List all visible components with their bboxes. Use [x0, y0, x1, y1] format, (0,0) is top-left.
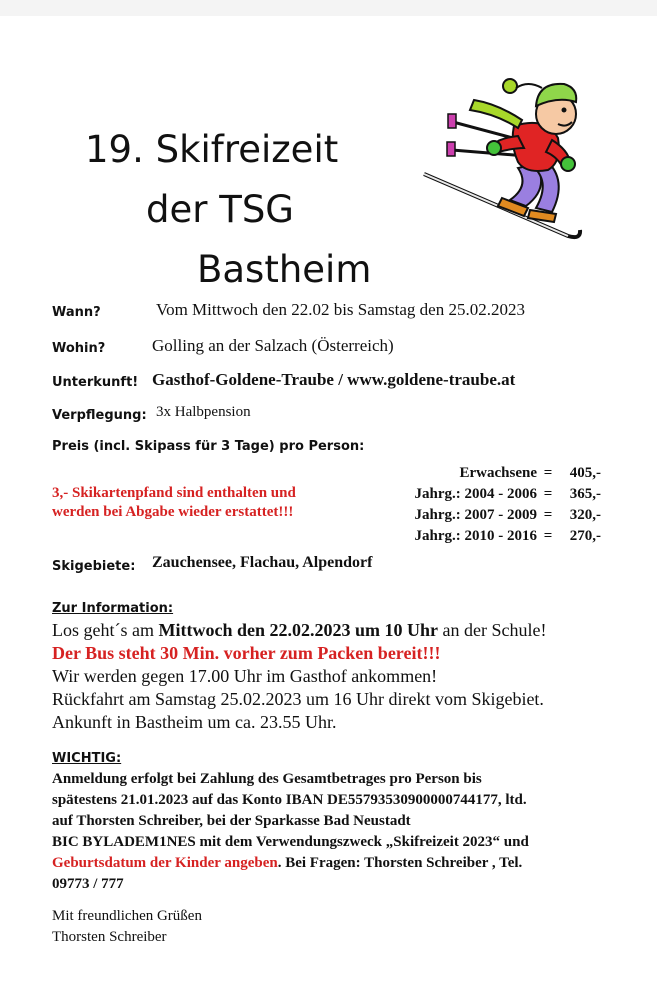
information-block: [52, 599, 546, 734]
title-line-1: 19. Skifreizeit: [85, 128, 339, 171]
price-row: [415, 526, 602, 547]
skigebiete-label: Skigebiete:: [52, 559, 136, 574]
wann-value: Vom Mittwoch den 22.02 bis Samstag den 25.02.2023: [156, 300, 525, 319]
wichtig-line: [52, 853, 612, 874]
price-category: Jahrg.: 2007 - 2009: [414, 507, 537, 523]
verpflegung-value: 3x Halbpension: [156, 404, 251, 420]
price-equals: =: [543, 507, 553, 523]
verpflegung-label: Verpflegung:: [52, 408, 147, 423]
closing-block: [52, 906, 202, 948]
wichtig-line: 09773 / 777: [52, 876, 124, 892]
price-row: [415, 484, 602, 505]
wohin-value: Golling an der Salzach (Österreich): [152, 336, 394, 355]
price-amount: 405,-: [569, 465, 601, 481]
information-line: Wir werden gegen 17.00 Uhr im Gasthof ankommen!: [52, 666, 438, 686]
wichtig-heading: WICHTIG:: [52, 751, 122, 766]
pfand-note-line: 3,- Skikartenpfand sind enthalten und: [52, 485, 296, 501]
departure-time: Mittwoch den 22.02.2023 um 10 Uhr: [158, 620, 438, 640]
flyer-page: [0, 16, 657, 989]
price-category: Jahrg.: 2004 - 2006: [414, 486, 537, 502]
information-text: Los geht´s am: [52, 620, 159, 640]
information-heading: Zur Information:: [52, 601, 174, 616]
price-category: Jahrg.: 2010 - 2016: [414, 528, 537, 544]
wann-label: Wann?: [52, 305, 101, 320]
title-line-3: Bastheim: [197, 248, 372, 291]
information-line: Rückfahrt am Samstag 25.02.2023 um 16 Uhr direkt vom Skigebiet.: [52, 689, 544, 709]
information-line: [52, 619, 546, 642]
wichtig-line: BIC BYLADEM1NES mit dem Verwendungszweck „Skifreizeit 2023“ und: [52, 834, 529, 850]
title-line-2: der TSG: [146, 188, 294, 231]
pfand-note: [52, 484, 296, 522]
pfand-note-line: werden bei Abgabe wieder erstattet!!!: [52, 504, 294, 520]
unterkunft-label: Unterkunft!: [52, 375, 139, 390]
price-amount: 270,-: [569, 528, 601, 544]
birthdate-notice: Geburtsdatum der Kinder angeben: [52, 855, 278, 871]
wohin-label: Wohin?: [52, 341, 106, 356]
wichtig-block: [52, 748, 612, 895]
price-category: Erwachsene: [459, 465, 537, 481]
closing-name: Thorsten Schreiber: [52, 929, 167, 945]
price-equals: =: [543, 486, 553, 502]
information-line: Ankunft in Bastheim um ca. 23.55 Uhr.: [52, 712, 337, 732]
price-table: [415, 463, 602, 547]
unterkunft-value: Gasthof-Goldene-Traube / www.goldene-traube.at: [152, 370, 516, 389]
price-amount: 320,-: [569, 507, 601, 523]
bus-notice: Der Bus steht 30 Min. vorher zum Packen bereit!!!: [52, 643, 441, 663]
skigebiete-value: Zauchensee, Flachau, Alpendorf: [152, 554, 373, 571]
preis-label: Preis (incl. Skipass für 3 Tage) pro Person:: [52, 439, 365, 454]
wichtig-line: spätestens 21.01.2023 auf das Konto IBAN DE55793530900000744177, ltd.: [52, 792, 527, 808]
wichtig-line: Anmeldung erfolgt bei Zahlung des Gesamtbetrages pro Person bis: [52, 771, 482, 787]
wichtig-text: . Bei Fragen: Thorsten Schreiber , Tel.: [277, 855, 523, 871]
closing-greeting: Mit freundlichen Grüßen: [52, 908, 202, 924]
wichtig-line: auf Thorsten Schreiber, bei der Sparkasse Bad Neustadt: [52, 813, 411, 829]
price-equals: =: [543, 465, 553, 481]
price-row: [415, 463, 602, 484]
price-row: [415, 505, 602, 526]
information-text: an der Schule!: [437, 620, 547, 640]
price-equals: =: [543, 528, 553, 544]
price-amount: 365,-: [569, 486, 601, 502]
skier-icon: [418, 64, 593, 254]
